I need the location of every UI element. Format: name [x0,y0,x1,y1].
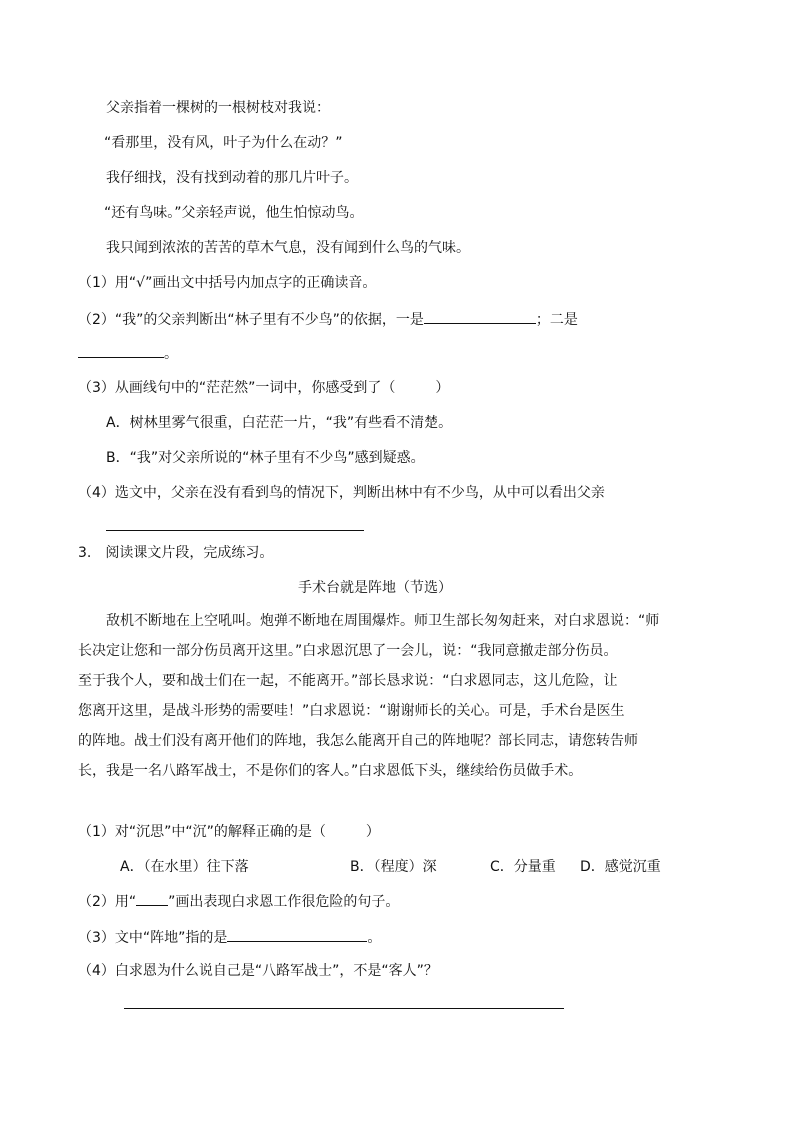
q3-item-3-text-a: （3）文中“阵地”指的是 [78,930,228,946]
q3-item-4: （4）白求恩为什么说自己是“八路军战士”，不是“客人”？ [78,963,438,979]
question-item-2 [78,309,578,330]
question-item-1: （1）用“√”画出文中括号内加点字的正确读音。 [78,275,377,291]
passage-line-1: 父亲指着一棵树的一根树枝对我说： [106,100,330,116]
q3-item-1-close: ） [365,824,380,840]
paragraph-line: 至于我个人，要和战士们在一起，不能离开。”部长恳求说：“白求恩同志，这儿危险，让 [78,673,618,689]
question-item-2-text-c: 。 [164,346,178,362]
passage-line-2: “看那里，没有风，叶子为什么在动？” [104,135,343,151]
question-3-header [78,543,273,563]
q3-item-1-text: （1）对“沉思”中“沉”的解释正确的是（ [78,824,326,840]
q3-item-3-text-b: 。 [367,930,382,946]
underline-sample [136,891,168,906]
question-item-3 [78,378,449,398]
question-item-2-text-b: ；二是 [535,312,578,328]
answer-blank[interactable] [424,309,536,324]
paragraph-line: 的阵地。战士们没有离开他们的阵地，我怎么能离开自己的阵地呢？部长同志，请您转告师 [78,733,638,749]
q3-item-3 [78,927,381,948]
answer-blank[interactable] [227,927,367,942]
passage-line-3: 我仔细找，没有找到动着的那几片叶子。 [106,170,358,186]
option-d: D．感觉沉重 [580,859,661,875]
question-item-2-text-a: （2）“我”的父亲判断出“林子里有不少鸟”的依据，一是 [78,312,424,328]
paragraph-line: 长，我是一名八路军战士，不是你们的客人。”白求恩低下头，继续给伤员做手术。 [78,763,583,779]
passage-line-4: “还有鸟味。”父亲轻声说，他生怕惊动鸟。 [104,205,364,221]
q3-item-2-text-a: （2）用“ [78,894,137,910]
q3-options [120,857,661,877]
question-item-2-continued [78,343,178,364]
q3-item-2 [78,891,399,912]
answer-blank[interactable] [78,343,164,358]
passage-title: 手术台就是阵地（节选） [298,580,452,596]
question-instruction: 阅读课文片段，完成练习。 [105,545,274,561]
passage-paragraph [78,606,718,786]
question-item-3-text: （3）从画线句中的“茫茫然”一词中，你感受到了（ [78,380,396,396]
paragraph-line: 敌机不断地在上空吼叫。炮弹不断地在周围爆炸。师卫生部长匆匆赶来，对白求恩说：“师 [106,613,660,629]
choice-b: B．“我”对父亲所说的“林子里有不少鸟”感到疑惑。 [106,450,425,466]
paragraph-line: 您离开这里，是战斗形势的需要哇！”白求恩说：“谢谢师长的关心。可是，手术台是医生 [78,703,625,719]
passage-line-5: 我只闻到浓浓的苦苦的草木气息，没有闻到什么鸟的气味。 [106,240,470,256]
option-b: B．（程度）深 [350,859,437,875]
answer-line[interactable] [106,530,364,531]
question-number: 3. [78,545,92,561]
choice-a: A．树林里雾气很重，白茫茫一片，“我”有些看不清楚。 [106,415,453,431]
answer-line[interactable] [124,1008,564,1009]
question-item-3-close: ） [435,380,450,396]
option-c: C．分量重 [490,859,556,875]
option-a: A．（在水里）往下落 [120,859,249,875]
q3-item-2-text-b: ”画出表现白求恩工作很危险的句子。 [168,894,400,910]
paragraph-line: 长决定让您和一部分伤员离开这里。”白求恩沉思了一会儿，说：“我同意撤走部分伤员。 [78,643,618,659]
question-item-4: （4）选文中，父亲在没有看到鸟的情况下，判断出林中有不少鸟，从中可以看出父亲 [78,485,605,501]
q3-item-1 [78,822,380,842]
